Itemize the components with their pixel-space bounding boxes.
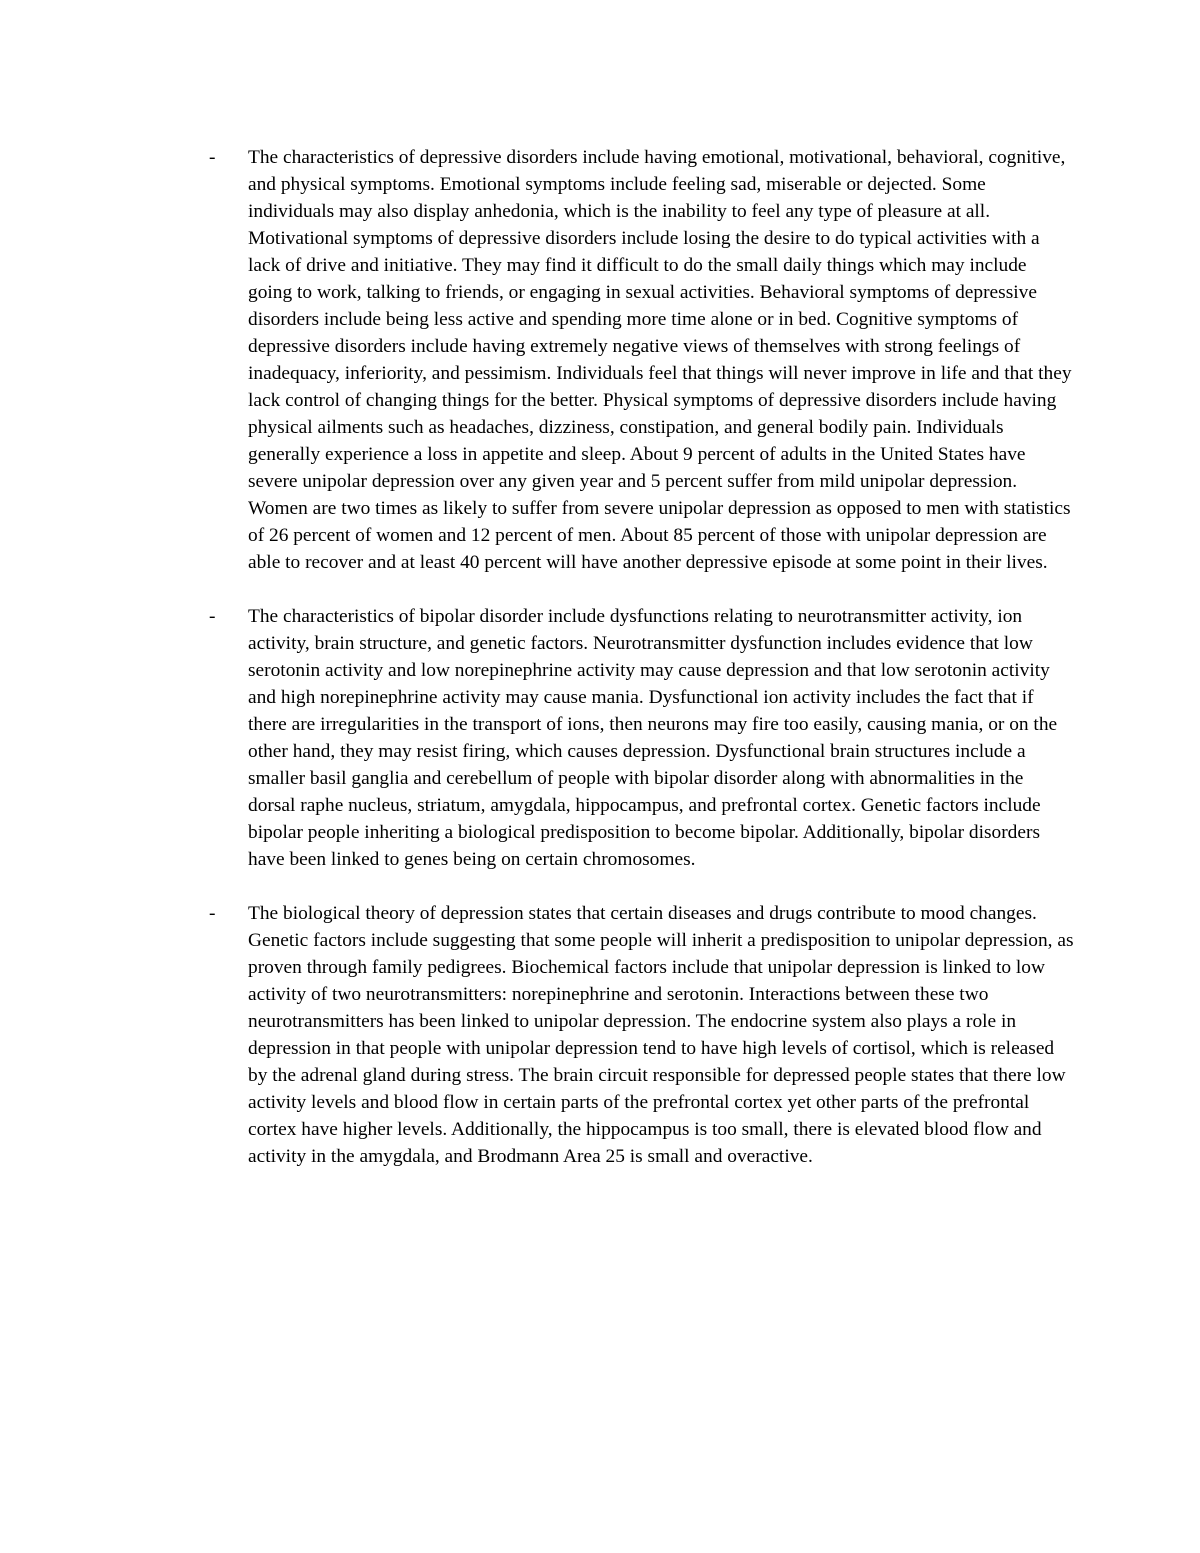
list-item [205,900,1075,1170]
list-item [205,603,1075,873]
bullet-dash: - [209,606,216,627]
paragraph-bipolar-disorder: The characteristics of bipolar disorder include dysfunctions relating to neurotransmitter activity, ion activity, brain structure, and genetic factors. Neurotransmitter dysfunction includes evidence that low serotonin activity and low norepinephrine activity may cause depression and that low serotonin activity and high norepinephrine activity may cause mania. Dysfunctional ion activity includes the fact that if there are irregularities in the transport of ions, then neurons may fire too easily, causing mania, or on the other hand, they may resist firing, which causes depression. Dysfunctional brain structures include a smaller basil ganglia and cerebellum of people with bipolar disorder along with abnormalities in the dorsal raphe nucleus, striatum, amygdala, hippocampus, and prefrontal cortex. Genetic factors include bipolar people inheriting a biological predisposition to become bipolar. Additionally, bipolar disorders have been linked to genes being on certain chromosomes. [248,606,1058,870]
bullet-list [205,144,1075,1197]
paragraph-depressive-disorders: The characteristics of depressive disorders include having emotional, motivational, behavioral, cognitive, and physical symptoms. Emotional symptoms include feeling sad, miserable or dejected. Some individuals may also display anhedonia, which is the inability to feel any type of pleasure at all. Motivational symptoms of depressive disorders include losing the desire to do typical activities with a lack of drive and initiative. They may find it difficult to do the small daily things which may include going to work, talking to friends, or engaging in sexual activities. Behavioral symptoms of depressive disorders include being less active and spending more time alone or in bed. Cognitive symptoms of depressive disorders include having extremely negative views of themselves with strong feelings of inadequacy, inferiority, and pessimism. Individuals feel that things will never improve in life and that they lack control of changing things for the better. Physical symptoms of depressive disorders include having physical ailments such as headaches, dizziness, constipation, and general bodily pain. Individuals generally experience a loss in appetite and sleep. About 9 percent of adults in the United States have severe unipolar depression over any given year and 5 percent suffer from mild unipolar depression. Women are two times as likely to suffer from severe unipolar depression as opposed to men with statistics of 26 percent of women and 12 percent of men. About 85 percent of those with unipolar depression are able to recover and at least 40 percent will have another depressive episode at some point in their lives. [248,147,1072,573]
paragraph-biological-theory: The biological theory of depression states that certain diseases and drugs contribute to mood changes. Genetic factors include suggesting that some people will inherit a predisposition to unipolar depression, as proven through family pedigrees. Biochemical factors include that unipolar depression is linked to low activity of two neurotransmitters: norepinephrine and serotonin. Interactions between these two neurotransmitters has been linked to unipolar depression. The endocrine system also plays a role in depression in that people with unipolar depression tend to have high levels of cortisol, which is released by the adrenal gland during stress. The brain circuit responsible for depressed people states that there low activity levels and blood flow in certain parts of the prefrontal cortex yet other parts of the prefrontal cortex have higher levels. Additionally, the hippocampus is too small, there is elevated blood flow and activity in the amygdala, and Brodmann Area 25 is small and overactive. [248,903,1074,1167]
bullet-dash: - [209,147,216,168]
bullet-dash: - [209,903,216,924]
list-item [205,144,1075,576]
